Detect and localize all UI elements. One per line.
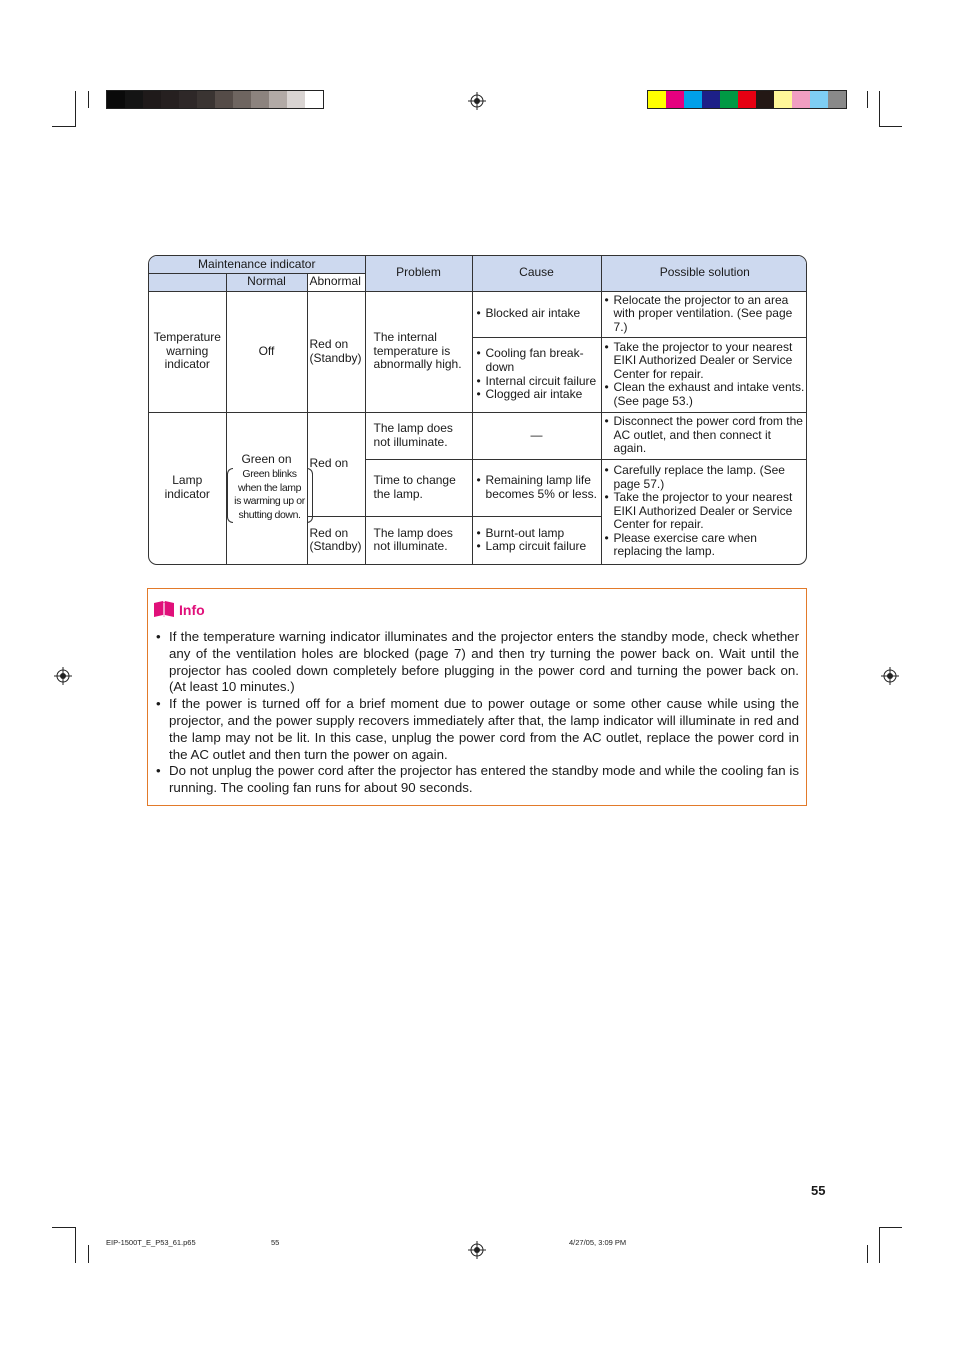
cause-list bbox=[477, 347, 598, 401]
info-box bbox=[147, 588, 807, 806]
color-swatch bbox=[179, 91, 197, 108]
temperature-problem: The internal temperature is abnormally high. bbox=[365, 291, 472, 412]
lamp-problem: The lamp does not illuminate. bbox=[365, 516, 472, 564]
color-swatch bbox=[738, 91, 756, 108]
color-swatch bbox=[233, 91, 251, 108]
color-bar bbox=[647, 90, 847, 109]
color-swatch bbox=[702, 91, 720, 108]
crop-mark bbox=[75, 91, 76, 127]
header-abnormal: Abnormal bbox=[307, 273, 365, 291]
color-swatch bbox=[143, 91, 161, 108]
solution-list bbox=[605, 415, 806, 456]
footer-filename: EIP-1500T_E_P53_61.p65 bbox=[106, 1238, 196, 1247]
crop-mark bbox=[879, 91, 880, 127]
footer-page: 55 bbox=[271, 1238, 280, 1247]
list-item: • Take the projector to your nearest EIKI Authorized Dealer or Service Center for repair. bbox=[605, 341, 806, 382]
color-swatch bbox=[251, 91, 269, 108]
color-swatch bbox=[305, 91, 323, 108]
list-item: • Lamp circuit failure bbox=[477, 540, 598, 554]
color-swatch bbox=[197, 91, 215, 108]
color-swatch bbox=[125, 91, 143, 108]
list-item: • Internal circuit failure bbox=[477, 375, 598, 389]
lamp-cause-none: — bbox=[472, 412, 601, 459]
list-item: • Disconnect the power cord from the AC outlet, and then connect it again. bbox=[605, 415, 806, 456]
color-swatch bbox=[720, 91, 738, 108]
temperature-normal-state: Off bbox=[226, 291, 307, 412]
crop-mark bbox=[88, 91, 89, 108]
list-item: • Do not unplug the power cord after the projector has entered the standby mode and while the cooling fan is running. The cooling fan runs for about 90 seconds. bbox=[156, 763, 799, 797]
color-swatch bbox=[215, 91, 233, 108]
cause-list bbox=[477, 307, 598, 321]
lamp-normal-main: Green on bbox=[241, 452, 292, 467]
cause-list bbox=[477, 527, 598, 554]
color-swatch bbox=[756, 91, 774, 108]
info-list bbox=[156, 629, 799, 797]
indicator-table bbox=[148, 255, 807, 565]
list-item: • Carefully replace the lamp. (See page 57.) bbox=[605, 464, 806, 491]
book-icon bbox=[153, 600, 175, 618]
page-number: 55 bbox=[811, 1183, 826, 1198]
list-item: • If the power is turned off for a brief moment due to power outage or some other cause while using the projector, and the power supply recovers immediately after that, the lamp indicator will illuminate in red and the lamp may not be lit. In this case, unplug the power cord from the AC outlet, replace the power cord in the AC outlet and then turn the power on again. bbox=[156, 696, 799, 763]
header-possible-solution: Possible solution bbox=[601, 256, 807, 291]
list-item: • Cooling fan break-down bbox=[477, 347, 598, 374]
color-swatch bbox=[287, 91, 305, 108]
list-item: • Clogged air intake bbox=[477, 388, 598, 402]
temperature-abnormal-state: Red on (Standby) bbox=[307, 291, 365, 412]
crop-mark bbox=[879, 1227, 902, 1228]
list-item: • Remaining lamp life becomes 5% or less. bbox=[477, 474, 598, 501]
list-item: • Blocked air intake bbox=[477, 307, 598, 321]
color-swatch bbox=[684, 91, 702, 108]
color-swatch bbox=[792, 91, 810, 108]
registration-target-icon bbox=[881, 667, 899, 685]
crop-mark bbox=[879, 1227, 880, 1263]
solution-list bbox=[605, 341, 806, 409]
color-swatch bbox=[666, 91, 684, 108]
lamp-indicator-label: Lamp indicator bbox=[149, 412, 226, 564]
list-item: • If the temperature warning indicator illuminates and the projector enters the standby mode, check whether any of the ventilation holes are blocked (page 7) and then try turning the power back on. Wait until the projector has cooled down completely before plugging in the power cord and turning the power back on. (At least 10 minutes.) bbox=[156, 629, 799, 696]
crop-mark bbox=[52, 126, 75, 127]
registration-target-icon bbox=[468, 1241, 486, 1259]
info-title: Info bbox=[179, 602, 205, 618]
list-item: • Burnt-out lamp bbox=[477, 527, 598, 541]
lamp-normal-note: Green blinks when the lamp is warming up or shutting down. bbox=[234, 467, 305, 522]
header-cause: Cause bbox=[472, 256, 601, 291]
lamp-abnormal-red: Red on bbox=[307, 412, 365, 516]
list-item: • Please exercise care when replacing the lamp. bbox=[605, 532, 806, 559]
header-maintenance-indicator: Maintenance indicator bbox=[149, 256, 365, 273]
solution-list bbox=[605, 464, 806, 559]
footer-date: 4/27/05, 3:09 PM bbox=[569, 1238, 627, 1247]
list-item: • Clean the exhaust and intake vents. (See page 53.) bbox=[605, 381, 806, 408]
color-swatch bbox=[774, 91, 792, 108]
solution-list bbox=[605, 294, 806, 335]
color-swatch bbox=[648, 91, 666, 108]
lamp-normal-state bbox=[226, 412, 307, 564]
color-swatch bbox=[810, 91, 828, 108]
crop-mark bbox=[867, 1245, 868, 1263]
registration-target-icon bbox=[54, 667, 72, 685]
header-problem: Problem bbox=[365, 256, 472, 291]
crop-mark bbox=[88, 1245, 89, 1263]
color-swatch bbox=[269, 91, 287, 108]
crop-mark bbox=[867, 91, 868, 108]
color-swatch bbox=[107, 91, 125, 108]
cause-list bbox=[477, 474, 598, 501]
lamp-abnormal-standby: Red on (Standby) bbox=[307, 516, 365, 564]
color-swatch bbox=[828, 91, 846, 108]
lamp-problem: The lamp does not illuminate. bbox=[365, 412, 472, 459]
header-normal: Normal bbox=[226, 273, 307, 291]
registration-target-icon bbox=[468, 92, 486, 110]
grayscale-bar bbox=[106, 90, 324, 109]
crop-mark bbox=[75, 1227, 76, 1263]
list-item: • Take the projector to your nearest EIKI Authorized Dealer or Service Center for repair. bbox=[605, 491, 806, 532]
temperature-indicator-label: Temperature warning indicator bbox=[149, 291, 226, 412]
color-swatch bbox=[161, 91, 179, 108]
crop-mark bbox=[879, 126, 902, 127]
crop-mark bbox=[52, 1227, 75, 1228]
list-item: • Relocate the projector to an area with proper ventilation. (See page 7.) bbox=[605, 294, 806, 335]
lamp-problem: Time to change the lamp. bbox=[365, 459, 472, 516]
